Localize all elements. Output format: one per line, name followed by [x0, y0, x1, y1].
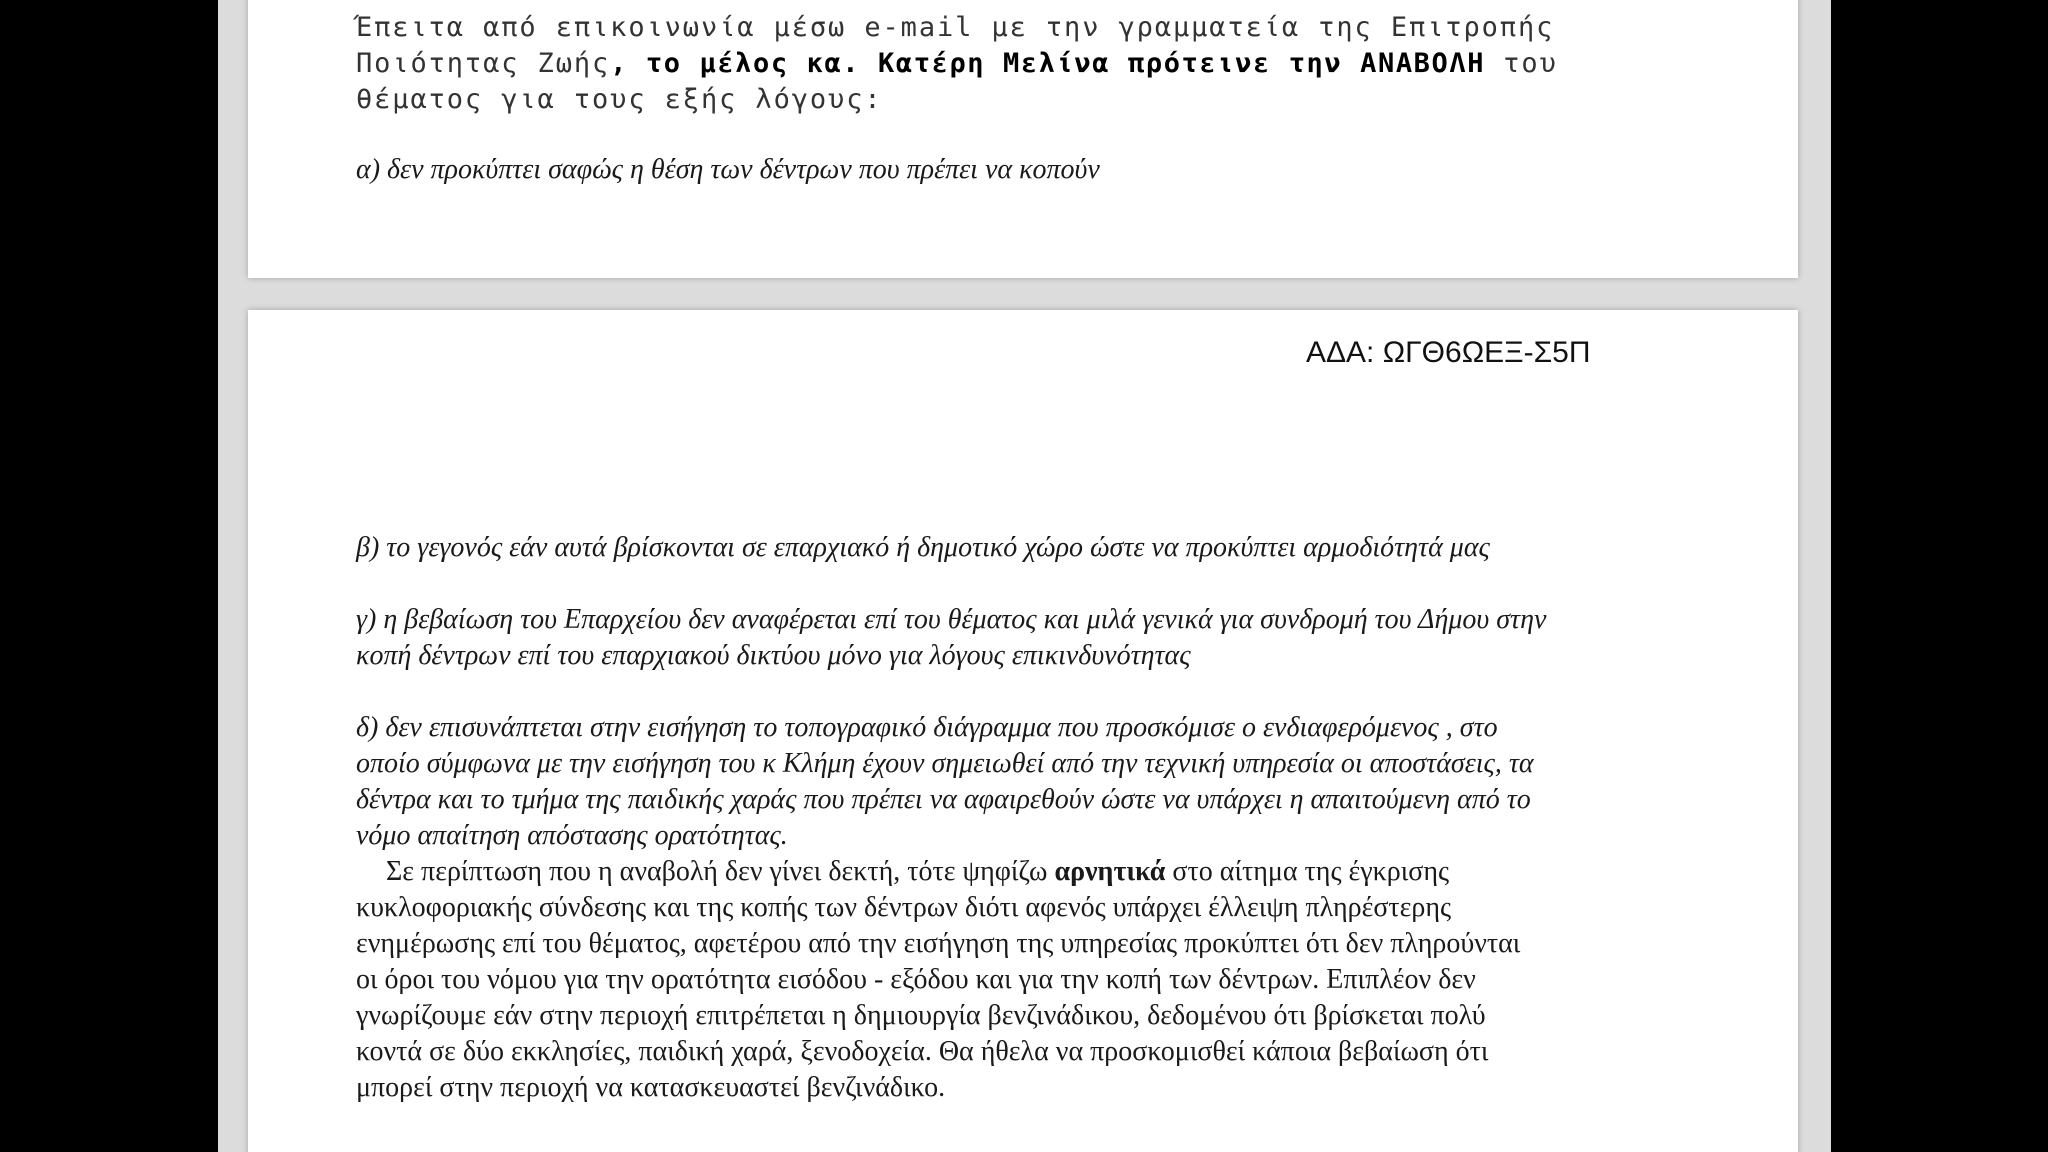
- reason-c-line-2: κοπή δέντρων επί του επαρχιακού δικτύου μόνο για λόγους επικινδυνότητας: [356, 640, 1191, 671]
- vote-negative: αρνητικά: [1054, 856, 1166, 887]
- vote-paragraph: [356, 854, 1520, 1106]
- intro-line-1: Έπειτα από επικοινωνία μέσω e-mail με την γραμματεία της Επιτροπής: [356, 12, 1555, 43]
- vote-line-1-start: Σε περίπτωση που η αναβολή δεν γίνει δεκτή, τότε ψηφίζω: [386, 856, 1055, 887]
- document-page-2: [248, 310, 1798, 1152]
- reason-d-line-3: δέντρα και το τμήμα της παιδικής χαράς που πρέπει να αφαιρεθούν ώστε να υπάρχει η απαιτούμενη από το: [356, 784, 1531, 815]
- reason-d: [356, 710, 1534, 854]
- reason-d-line-1: δ) δεν επισυνάπτεται στην εισήγηση το τοπογραφικό διάγραμμα που προσκόμισε ο ενδιαφερόμενος , στο: [356, 712, 1498, 743]
- ada-code: ΑΔΑ: ΩΓΘ6ΩΕΞ-Σ5Π: [1306, 336, 1591, 369]
- vote-line-7: μπορεί στην περιοχή να κατασκευαστεί βενζινάδικο.: [356, 1072, 946, 1103]
- vote-line-1-end: στο αίτημα της έγκρισης: [1165, 856, 1450, 887]
- reason-b-text: β) το γεγονός εάν αυτά βρίσκονται σε επαρχιακό ή δημοτικό χώρο ώστε να προκύπτει αρμοδιότητά μας: [356, 532, 1490, 563]
- document-viewer[interactable]: [218, 0, 1831, 1152]
- reason-d-line-2: οποίο σύμφωνα με την εισήγηση του κ Κλήμη έχουν σημειωθεί από την τεχνική υπηρεσία οι αποστάσεις, τα: [356, 748, 1534, 779]
- intro-line-3: θέματος για τους εξής λόγους:: [356, 84, 883, 115]
- vote-line-6: κοντά σε δύο εκκλησίες, παιδική χαρά, ξενοδοχεία. Θα ήθελα να προσκομισθεί κάποια βεβαίωση ότι: [356, 1036, 1489, 1067]
- vote-line-2: κυκλοφοριακής σύνδεσης και της κοπής των δέντρων διότι αφενός υπάρχει έλλειψη πληρέστερης: [356, 892, 1452, 923]
- vote-line-4: οι όροι του νόμου για την ορατότητα εισόδου - εξόδου και για την κοπή των δέντρων. Επιπλέον δεν: [356, 964, 1476, 995]
- intro-line-2-end: του: [1485, 48, 1558, 79]
- reason-a-text: α) δεν προκύπτει σαφώς η θέση των δέντρων που πρέπει να κοπούν: [356, 154, 1100, 185]
- reason-b: [356, 530, 1490, 566]
- reason-c-line-1: γ) η βεβαίωση του Επαρχείου δεν αναφέρεται επί του θέματος και μιλά γενικά για συνδρομή του Δήμου στην: [356, 604, 1547, 635]
- intro-line-2-start: Ποιότητας Ζωής: [356, 48, 611, 79]
- reason-d-line-4: νόμο απαίτηση απόστασης ορατότητας.: [356, 820, 788, 851]
- vote-line-5: γνωρίζουμε εάν στην περιοχή επιτρέπεται η δημιουργία βενζινάδικου, δεδομένου ότι βρίσκεται πολύ: [356, 1000, 1486, 1031]
- vote-line-1: [356, 854, 1520, 890]
- intro-line-2-bold: , το μέλος κα. Κατέρη Μελίνα πρότεινε την ΑΝΑΒΟΛΗ: [610, 48, 1486, 79]
- reason-c: [356, 602, 1546, 674]
- vote-line-3: ενημέρωσης επί του θέματος, αφετέρου από την εισήγηση της υπηρεσίας προκύπτει ότι δεν πληρούνται: [356, 928, 1521, 959]
- document-page-1: [248, 0, 1798, 278]
- intro-line-2: [356, 46, 1558, 82]
- reason-a: [356, 152, 1100, 188]
